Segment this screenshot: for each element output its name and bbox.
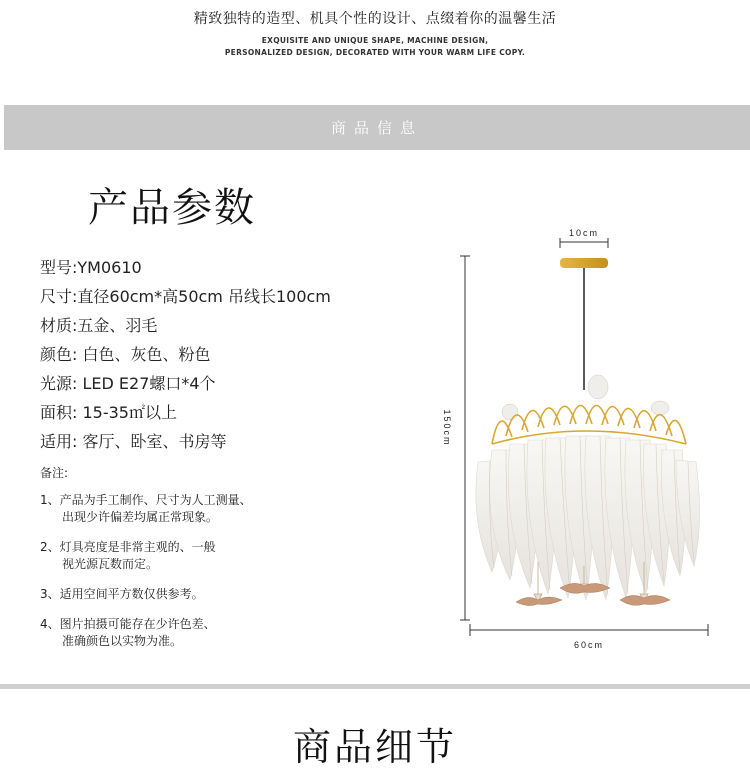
note-line: 4、图片拍摄可能存在少许色差、 [40, 617, 216, 631]
spec-light-source: 光源: LED E27螺口*4个 [40, 374, 216, 393]
width-dimension [470, 624, 708, 650]
product-info-banner [4, 105, 750, 150]
section-divider [0, 684, 750, 689]
note-line: 3、适用空间平方数仅供参考。 [40, 587, 204, 601]
spec-area: 面积: 15-35㎡以上 [40, 403, 177, 422]
spec-list [40, 253, 331, 456]
notes-title: 备注: [40, 466, 69, 480]
tagline-english-line2: PERSONALIZED DESIGN, DECORATED WITH YOUR WARM LIFE COPY. [224, 48, 526, 57]
spec-size: 尺寸:直径60cm*高50cm 吊线长100cm [40, 287, 331, 306]
width-label: 60cm [573, 640, 605, 650]
height-label: 150cm [442, 409, 452, 447]
top-width-label: 10cm [568, 228, 600, 238]
note-line: 出现少许偏差均属正常现象。 [62, 510, 219, 524]
params-title: 产品参数 [88, 185, 256, 231]
spec-model: 型号:YM0610 [40, 258, 142, 277]
note-line: 视光源瓦数而定。 [62, 557, 159, 571]
note-line: 1、产品为手工制作、尺寸为人工测量、 [40, 493, 252, 507]
bird-figure [588, 375, 608, 399]
height-dimension [442, 256, 470, 620]
note-item [40, 492, 252, 526]
spec-usage: 适用: 客厅、卧室、书房等 [40, 432, 227, 451]
note-item [40, 539, 252, 573]
tagline-english-line1: EXQUISITE AND UNIQUE SHAPE, MACHINE DESIGN, [261, 36, 489, 45]
ceiling-canopy [560, 258, 608, 268]
note-line: 准确颜色以实物为准。 [62, 634, 183, 648]
note-item [40, 586, 252, 603]
note-item [40, 616, 252, 650]
lamp-dimension-diagram [430, 222, 740, 662]
details-title: 商品细节 [292, 725, 457, 769]
feather-shade [476, 436, 700, 600]
spec-material: 材质:五金、羽毛 [40, 316, 158, 335]
tagline-chinese: 精致独特的造型、机具个性的设计、点缀着你的温馨生活 [193, 11, 557, 27]
spec-color: 颜色: 白色、灰色、粉色 [40, 345, 211, 364]
note-line: 2、灯具亮度是非常主观的、一般 [40, 540, 216, 554]
bird-figure [502, 404, 518, 420]
bird-figure [651, 401, 669, 415]
notes-block [40, 465, 252, 663]
top-width-dimension [560, 228, 608, 248]
banner-label: 商品信息 [330, 119, 423, 137]
